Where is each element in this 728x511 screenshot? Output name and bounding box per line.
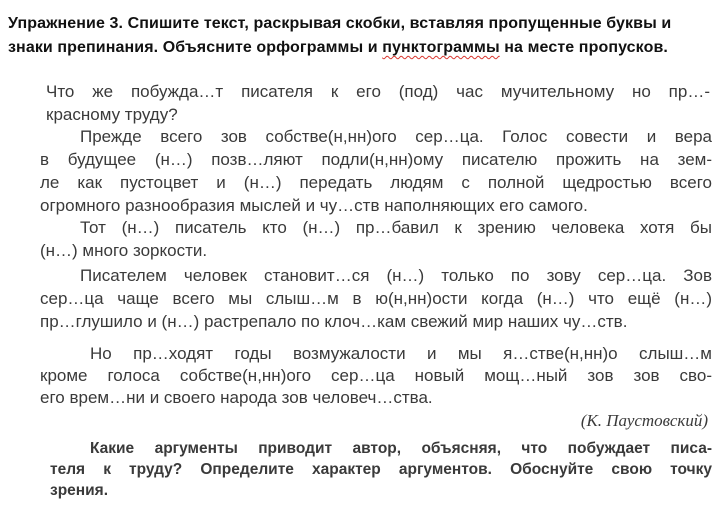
text-line: кроме голоса собстве(н,нн)ого сер…ца новый мощ…ный зов зов сво- [40,366,712,385]
exercise-heading-line-1: Упражнение 3. Спишите текст, раскрывая скобки, вставляя пропущенные буквы и [8,15,672,32]
text-line: Что же побужда…т писателя к его (под) час мучительному но пр…- [46,82,710,101]
text-line: Писателем человек становит…ся (н…) только по зову сер…ца. Зов [80,266,712,285]
paragraph-5 [40,343,712,409]
spellcheck-underlined-word: пунктограммы [382,39,500,56]
author-attribution: (К. Паустовский) [580,411,708,430]
exercise-heading-line-2 [8,36,724,60]
text-line: в будущее (н…) позв…ляют подли(н,нн)ому писателю прожить на зем- [40,150,712,169]
text-line: пр…глушило и (н…) растрепало по клоч…кам свежий мир наших чу…ств. [40,312,628,331]
text-line: огромного разнообразия мыслей и чу…ств наполняющих его самого. [40,196,588,215]
paragraph-2 [40,125,712,217]
heading-line-2-start: знаки препинания. Объясните орфограммы и [8,39,383,56]
question-line: теля к труду? Определите характер аргументов. Обоснуйте свою точку [50,461,712,478]
text-line: Но пр…ходят годы возмужалости и мы я…стве(н,нн)о слыш…м [90,344,712,363]
question-block [50,438,712,501]
paragraph-1 [46,80,710,126]
paragraph-3 [40,216,712,262]
exercise-heading [8,12,724,60]
text-line: Тот (н…) писатель кто (н…) пр…бавил к зрению человека хотя бы [80,218,712,237]
paragraph-4 [40,264,712,333]
heading-line-2-end: на месте пропусков. [499,39,668,56]
question-line: Какие аргументы приводит автор, объясняя, что побуждает писа- [90,440,712,457]
text-line: ле как пустоцвет и (н…) передать людям с полной щедростью всего [40,173,712,192]
text-line: его врем…ни и своего народа зов человеч…ства. [40,388,433,407]
question-line: зрения. [50,482,109,499]
text-line: (н…) много зоркости. [40,241,208,260]
text-line: Прежде всего зов собстве(н,нн)ого сер…ца. Голос совести и вера [80,127,712,146]
text-line: красному труду? [46,105,178,124]
text-line: сер…ца чаще всего мы слыш…м в ю(н,нн)ости когда (н…) что ещё (н…) [40,289,712,308]
